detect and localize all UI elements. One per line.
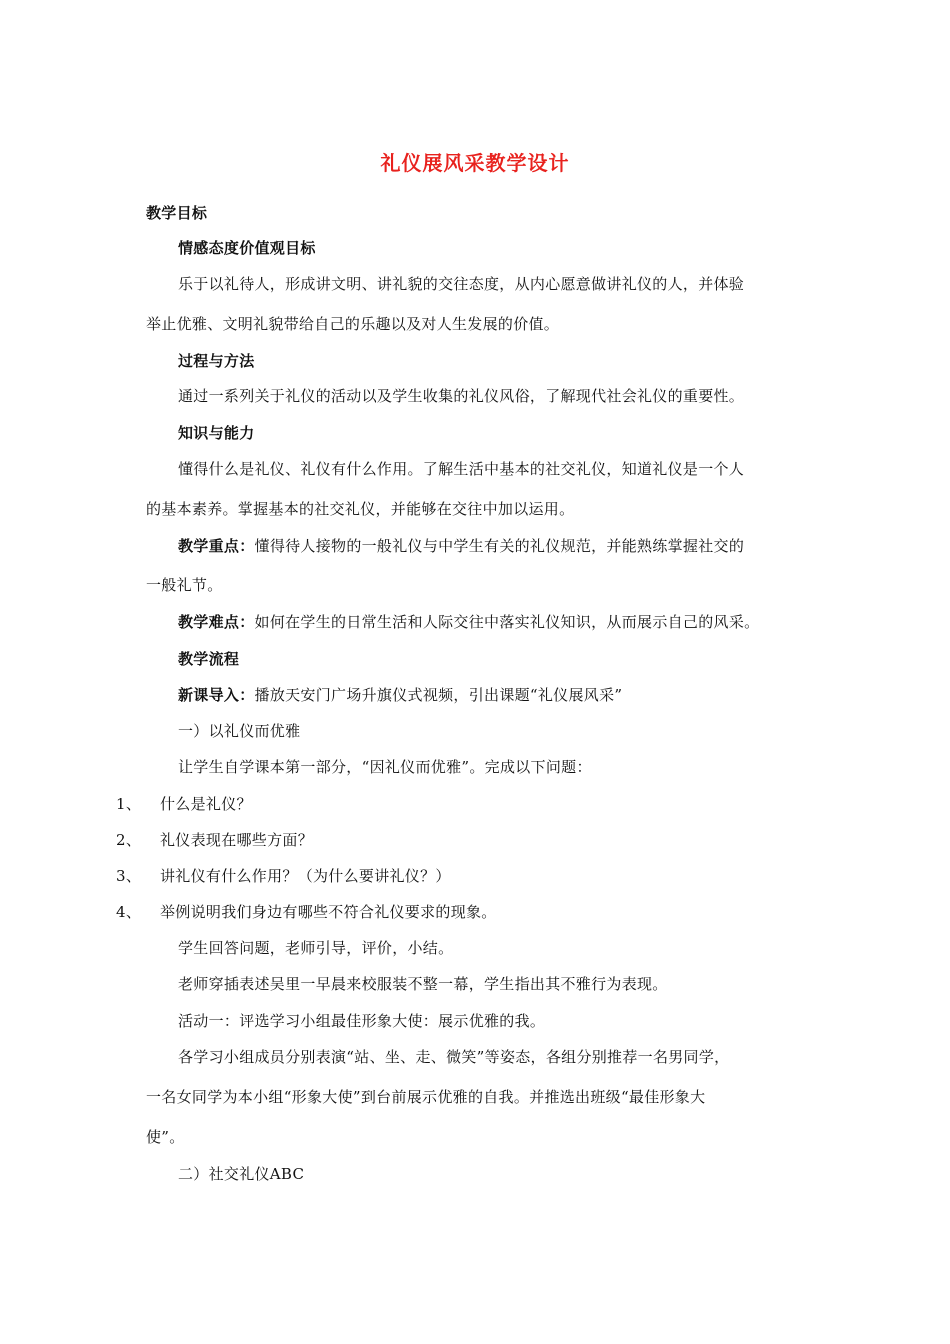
teaching-difficulty — [178, 612, 759, 632]
heading-teaching-flow: 教学流程 — [178, 650, 240, 668]
activity-1-line-2: 一名女同学为本小组“形象大使”到台前展示优雅的自我。并推选出班级“最佳形象大 — [146, 1088, 706, 1106]
activity-1-heading: 活动一：评选学习小组最佳形象大使：展示优雅的我。 — [178, 1012, 546, 1030]
list-number: 2、 — [116, 831, 142, 849]
list-text: 什么是礼仪？ — [160, 795, 252, 813]
activity-1-line-3: 使”。 — [146, 1128, 185, 1146]
intro-label: 新课导入： — [178, 686, 255, 704]
difficulty-label: 教学难点： — [178, 613, 255, 631]
process-paragraph: 通过一系列关于礼仪的活动以及学生收集的礼仪风俗，了解现代社会礼仪的重要性。 — [178, 387, 745, 405]
document-title: 礼仪展风采教学设计 — [380, 151, 570, 175]
activity-1-line-1: 各学习小组成员分别表演“站、坐、走、微笑”等姿态，各组分别推荐一名男同学， — [178, 1048, 730, 1066]
heading-teaching-goals: 教学目标 — [146, 204, 208, 222]
answer-paragraph: 学生回答问题，老师引导，评价，小结。 — [178, 939, 454, 957]
key-point-text: 懂得待人接物的一般礼仪与中学生有关的礼仪规范，并能熟练掌握社交的 — [254, 537, 745, 555]
knowledge-paragraph-line-2: 的基本素养。掌握基本的社交礼仪，并能够在交往中加以运用。 — [146, 500, 575, 518]
teacher-paragraph: 老师穿插表述吴里一早晨来校服装不整一幕，学生指出其不雅行为表现。 — [178, 975, 668, 993]
list-text: 举例说明我们身边有哪些不符合礼仪要求的现象。 — [160, 903, 497, 921]
list-number: 3、 — [116, 867, 142, 885]
list-number: 4、 — [116, 903, 142, 921]
section-2-heading: 二）社交礼仪ABC — [178, 1165, 305, 1183]
key-point-label: 教学重点： — [178, 537, 255, 555]
section-1-instruction: 让学生自学课本第一部分，“因礼仪而优雅”。完成以下问题： — [178, 758, 592, 776]
difficulty-text: 如何在学生的日常生活和人际交往中落实礼仪知识，从而展示自己的风采。 — [254, 613, 760, 631]
intro-text: 播放天安门广场升旗仪式视频，引出课题“礼仪展风采” — [254, 686, 623, 704]
lesson-intro — [178, 685, 622, 705]
subheading-process-methods: 过程与方法 — [178, 352, 255, 370]
list-number: 1、 — [116, 795, 142, 813]
subheading-knowledge-ability: 知识与能力 — [178, 424, 255, 442]
key-point-line-2: 一般礼节。 — [146, 576, 223, 594]
list-text: 礼仪表现在哪些方面？ — [160, 831, 314, 849]
emotion-paragraph-line-2: 举止优雅、文明礼貌带给自己的乐趣以及对人生发展的价值。 — [146, 315, 560, 333]
list-text: 讲礼仪有什么作用？（为什么要讲礼仪？） — [160, 867, 451, 885]
emotion-paragraph-line-1: 乐于以礼待人，形成讲文明、讲礼貌的交往态度，从内心愿意做讲礼仪的人，并体验 — [178, 275, 745, 293]
subheading-emotion-goals: 情感态度价值观目标 — [178, 239, 316, 257]
teaching-key-point — [178, 536, 744, 556]
section-1-heading: 一）以礼仪而优雅 — [178, 722, 301, 740]
knowledge-paragraph-line-1: 懂得什么是礼仪、礼仪有什么作用。了解生活中基本的社交礼仪，知道礼仪是一个人 — [178, 460, 745, 478]
